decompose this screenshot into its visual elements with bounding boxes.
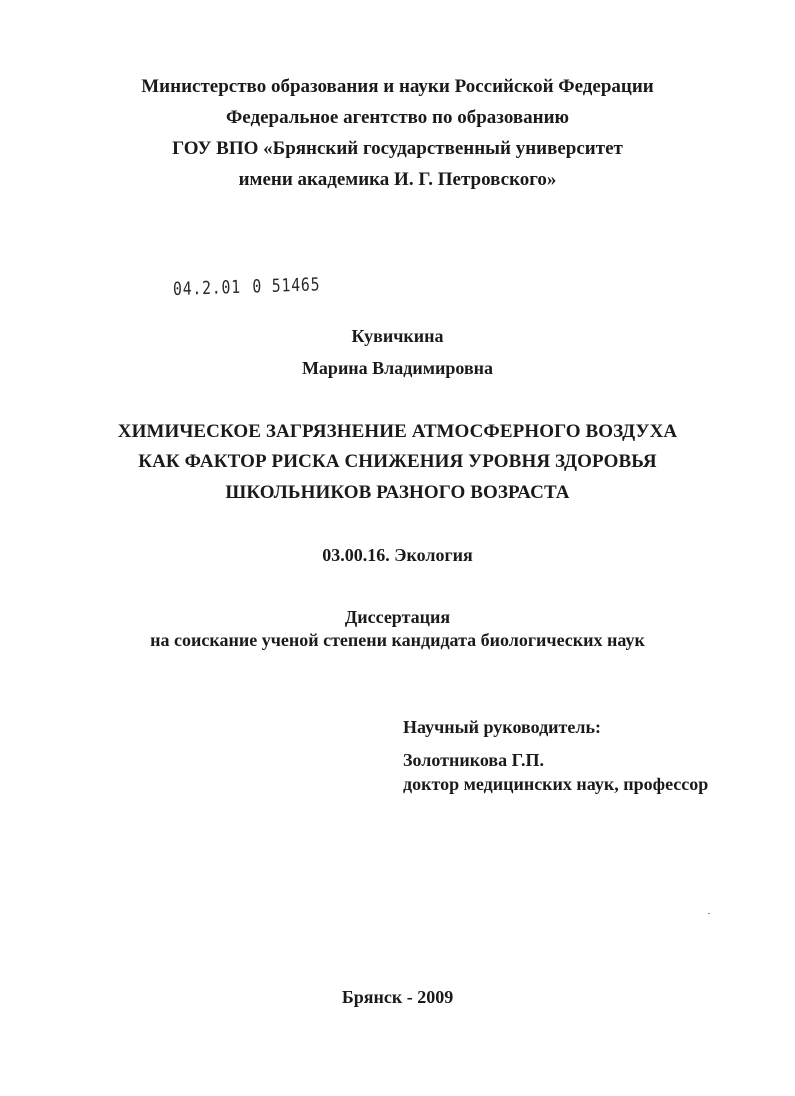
advisor-block bbox=[403, 713, 708, 796]
thesis-title-line-1: ХИМИЧЕСКОЕ ЗАГРЯЗНЕНИЕ АТМОСФЕРНОГО ВОЗДУХА bbox=[117, 421, 678, 442]
specialty-code: 03.00.16. Экология bbox=[322, 545, 473, 565]
university-name-line: имени академика И. Г. Петровского» bbox=[238, 169, 557, 190]
advisor-name: Золотникова Г.П. bbox=[403, 750, 545, 770]
advisor-degree: доктор медицинских наук, профессор bbox=[403, 774, 709, 794]
stamp-number: 0 51465 bbox=[252, 274, 321, 298]
ministry-line: Министерство образования и науки Российской Федерации bbox=[141, 76, 654, 97]
university-line: ГОУ ВПО «Брянский государственный университет bbox=[172, 138, 623, 159]
stamp-code: 04.2.01 bbox=[172, 276, 242, 300]
registration-stamp bbox=[173, 274, 321, 300]
dissertation-type: Диссертация bbox=[344, 607, 451, 627]
advisor-label: Научный руководитель: bbox=[403, 717, 601, 737]
thesis-title-line-2: КАК ФАКТОР РИСКА СНИЖЕНИЯ УРОВНЯ ЗДОРОВЬЯ bbox=[138, 451, 657, 472]
author-name: Марина Владимировна bbox=[301, 358, 494, 378]
dissertation-purpose: на соискание ученой степени кандидата биологических наук bbox=[150, 630, 645, 650]
city-year: Брянск - 2009 bbox=[341, 987, 454, 1007]
author-surname: Кувичкина bbox=[351, 326, 444, 346]
scan-speck bbox=[708, 913, 710, 914]
agency-line: Федеральное агентство по образованию bbox=[225, 107, 570, 128]
thesis-title-line-3: ШКОЛЬНИКОВ РАЗНОГО ВОЗРАСТА bbox=[225, 482, 570, 503]
